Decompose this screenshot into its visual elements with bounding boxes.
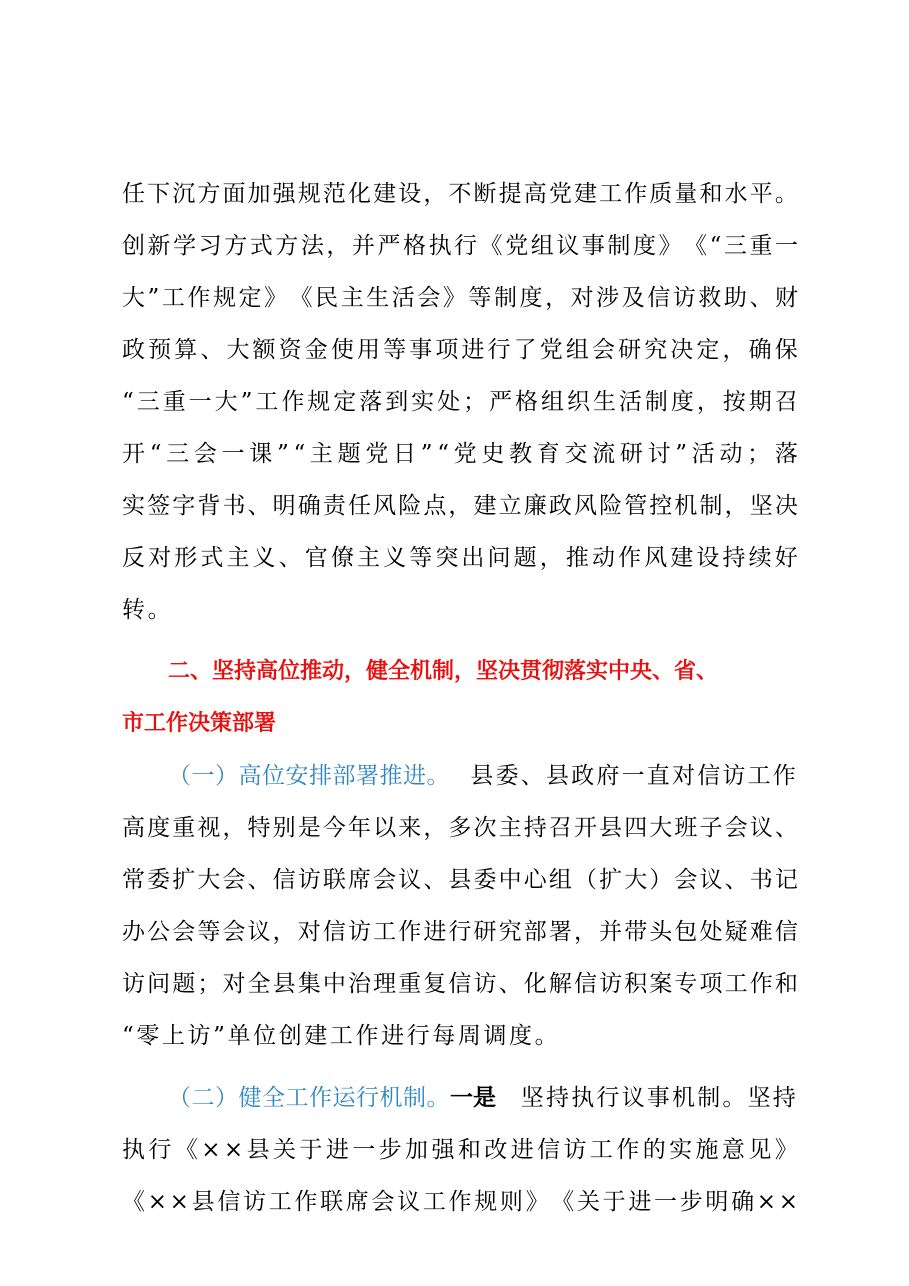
text-line: 开 “ 三 会 一 课 ” “ 主 题 党 日 ” “ 党 史 教 育 交 流 研 讨 ” 活 动 ； 落 [122,441,798,467]
text-line: 执 行 《 × × 县 关 于 进 一 步 加 强 和 改 进 信 访 工 作 的 实 施 意 见 》 [122,1137,798,1163]
document-body [122,168,798,1228]
subsection-2-label: （二）健全工作运行机制。 [168,1085,450,1111]
text-line: 反 对 形 式 主 义 、 官 僚 主 义 等 突 出 问 题 ， 推 动 作 风 建 设 持 续 好 [122,545,798,571]
text-line: 办 公 会 等 会 议 ， 对 信 访 工 作 进 行 研 究 部 署 ， 并 带 头 包 处 疑 难 信 [122,919,798,945]
paragraph-subsection-1 [122,802,798,1062]
text-line: 大 ” 工 作 规 定 》 《 民 主 生 活 会 》 等 制 度 ， 对 涉 及 信 访 救 助 、 财 [122,285,798,311]
text-line: 《 × × 县 信 访 工 作 联 席 会 议 工 作 规 则 》 《 关 于 进 一 步 明 确 × × [122,1189,798,1215]
text-line: 任 下 沉 方 面 加 强 规 范 化 建 设 ， 不 断 提 高 党 建 工 作 质 量 和 水 平 。 [122,181,798,207]
subsection-2-first-line [122,1072,798,1124]
text-line: 常 委 扩 大 会 、 信 访 联 席 会 议 、 县 委 中 心 组 （ 扩 大 ） 会 议 、 书 记 [122,867,798,893]
subsection-2-bold-lead: 一是 [450,1085,496,1111]
text-line: 访 问 题 ； 对 全 县 集 中 治 理 重 复 信 访 、 化 解 信 访 积 案 专 项 工 作 和 [122,971,798,997]
subsection-1-label: （一）高位安排部署推进。 [168,763,450,789]
subsection-1-first-line [122,750,798,802]
section-heading: 二、坚持高位推动，健全机制，坚决贯彻落实中央、省、 [168,659,719,684]
text-line: 创 新 学 习 方 式 方 法 ， 并 严 格 执 行 《 党 组 议 事 制 度 》 《 “ 三 重 一 [122,233,798,259]
paragraph-subsection-2 [122,1124,798,1228]
subsection-2-text: 坚持执行议事机制。坚持 [520,1085,798,1111]
text-line: “ 三 重 一 大 ” 工 作 规 定 落 到 实 处 ； 严 格 组 织 生 活 制 度 ， 按 期 召 [122,389,798,415]
subsection-1-text: 县委、县政府一直对信访工作 [470,763,798,789]
paragraph-party-building [122,168,798,636]
text-line: 实 签 字 背 书 、 明 确 责 任 风 险 点 ， 建 立 廉 政 风 险 管 控 机 制 ， 坚 决 [122,493,798,519]
text-line: “ 零 上 访 ” 单 位 创 建 工 作 进 行 每 周 调 度 。 [122,1023,558,1049]
text-line: 转 。 [122,597,171,623]
text-line: 政 预 算 、 大 额 资 金 使 用 等 事 项 进 行 了 党 组 会 研 究 决 定 ， 确 保 [122,337,798,363]
text-line: 高 度 重 视 ， 特 别 是 今 年 以 来 ， 多 次 主 持 召 开 县 四 大 班 子 会 议 、 [122,815,798,841]
section-heading-continued: 市工作决策部署 [122,711,277,736]
